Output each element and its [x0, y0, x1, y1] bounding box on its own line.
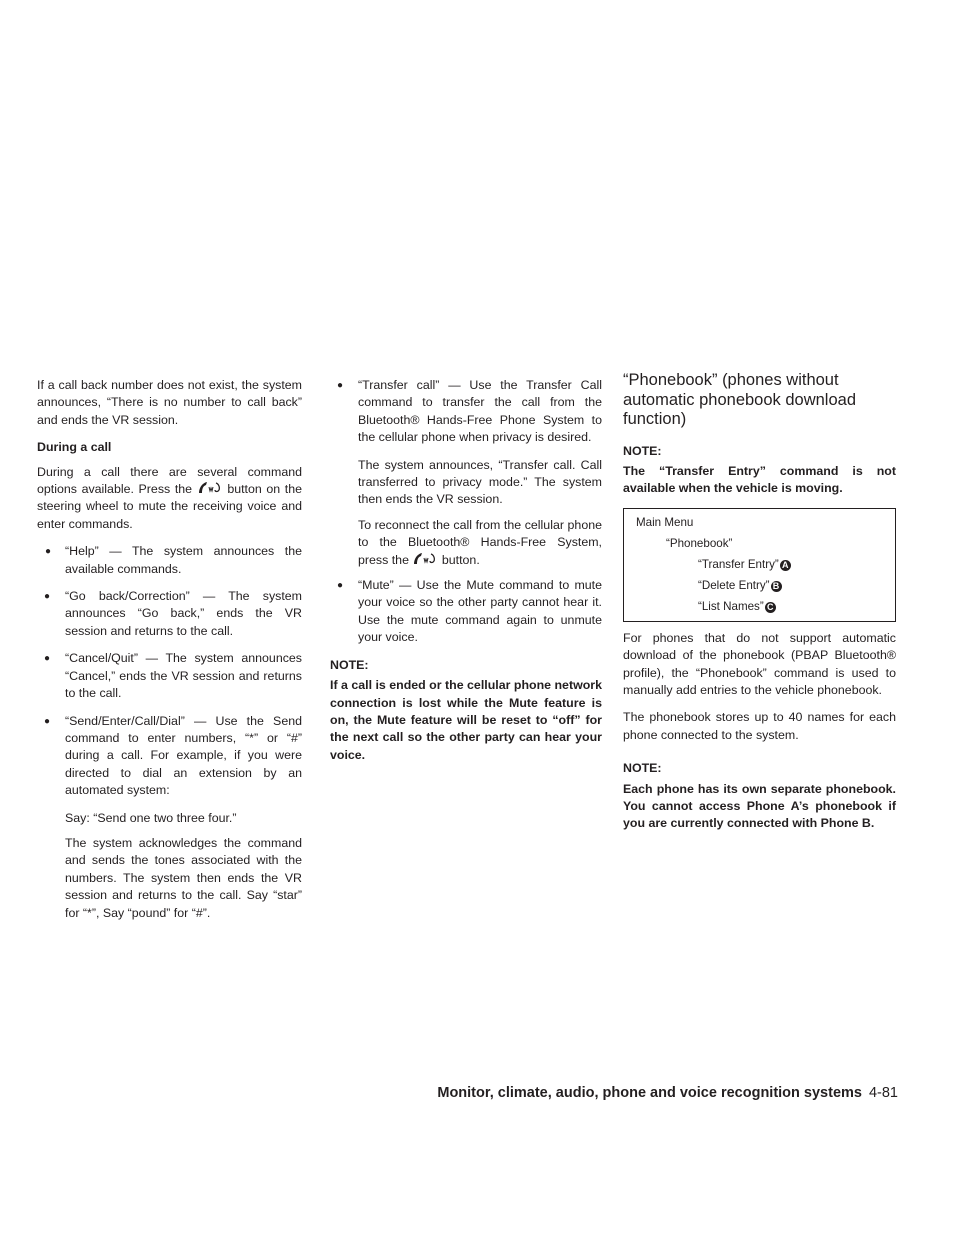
list-item: ● “Transfer call” — Use the Transfer Call command to transfer the call from the Bluetooth® Hands-Free Phone System to the cellular phone when privacy is desired. [330, 377, 602, 447]
menu-root: Main Menu [636, 515, 694, 529]
reconnect-text-after: button. [441, 552, 480, 567]
command-list-mute [330, 577, 602, 647]
column-left [37, 377, 302, 930]
list-item: ● “Cancel/Quit” — The system announces “Cancel,” ends the VR session and returns to the call. [37, 650, 302, 702]
list-item: ● “Send/Enter/Call/Dial” — Use the Send command to enter numbers, “*” or “#” during a call. For example, if you were directed to dial an extension by an automated system: [37, 713, 302, 800]
badge-a: A [780, 560, 791, 571]
column-right [623, 371, 896, 843]
callback-paragraph: If a call back number does not exist, the system announces, “There is no number to call back” and ends the VR session. [37, 378, 302, 427]
note-label: NOTE: [330, 657, 369, 672]
phonebook-menu-tree [623, 508, 896, 622]
during-call-text-before: During a call there are several command options available. Press the [37, 464, 302, 497]
list-item: ● “Help” — The system announces the available commands. [46, 543, 302, 578]
talk-button-icon [197, 481, 223, 495]
separate-phonebook-note: Each phone has its own separate phonebook. You cannot access Phone A’s phonebook if you are currently connected with Phone B. [623, 781, 896, 831]
menu-item-label: “Transfer Entry” [698, 557, 779, 571]
reconnect-paragraph [358, 517, 602, 569]
page-footer [437, 1085, 898, 1101]
list-item: ● “Mute” — Use the Mute command to mute your voice so the other party cannot hear it. Use the mute command again to unmute your voice. [330, 577, 602, 647]
menu-item-label: “Delete Entry” [698, 578, 770, 592]
say-example: Say: “Send one two three four.” [65, 810, 237, 825]
note-label: NOTE: [623, 761, 662, 776]
during-call-paragraph [37, 464, 302, 534]
during-call-text-after: button on the steering wheel to mute the receiving voice and enter commands. [37, 482, 303, 531]
phonebook-section-title: “Phonebook” (phones without automatic phonebook download function) [623, 371, 857, 428]
menu-item-delete-entry [636, 575, 895, 596]
menu-item-list-names [636, 596, 895, 617]
column-middle [330, 377, 602, 774]
command-list-continued [330, 377, 602, 447]
command-list [37, 543, 302, 799]
footer-section-title: Monitor, climate, audio, phone and voice recognition systems [437, 1085, 862, 1101]
reconnect-text-before: To reconnect the call from the cellular phone to the Bluetooth® Hands-Free System, press the [358, 517, 602, 567]
menu-item-transfer-entry [636, 554, 895, 575]
note-label: NOTE: [623, 443, 662, 458]
list-item: ● “Go back/Correction” — The system announces “Go back,” ends the VR session and returns to the call. [37, 588, 302, 640]
badge-c: C [765, 602, 776, 613]
menu-level-phonebook: “Phonebook” [666, 536, 733, 550]
transfer-announcement: The system announces, “Transfer call. Call transferred to privacy mode.” The system then ends the VR session. [358, 457, 602, 507]
page-number: 4-81 [868, 1085, 898, 1101]
acknowledge-paragraph: The system acknowledges the command and sends the tones associated with the numbers. The system then ends the VR session and returns to the call. Say “star” for “*”, Say “pound” for “#”. [65, 835, 302, 920]
talk-button-icon [412, 552, 438, 566]
phonebook-capacity-paragraph: The phonebook stores up to 40 names for each phone connected to the system. [623, 710, 896, 742]
badge-b: B [771, 581, 782, 592]
phonebook-paragraph: For phones that do not support automatic download of the phonebook (PBAP Bluetooth® profile), the “Phonebook” command is used to manually add entries to the vehicle phonebook. [623, 630, 896, 697]
menu-item-label: “List Names” [698, 599, 764, 613]
during-call-heading: During a call [37, 440, 112, 455]
mute-note: If a call is ended or the cellular phone network connection is lost while the Mute feature is on, the Mute feature will be reset to “off” for the next call so the other party can hear your voice. [330, 678, 602, 762]
transfer-entry-note: The “Transfer Entry” command is not available when the vehicle is moving. [623, 463, 896, 496]
